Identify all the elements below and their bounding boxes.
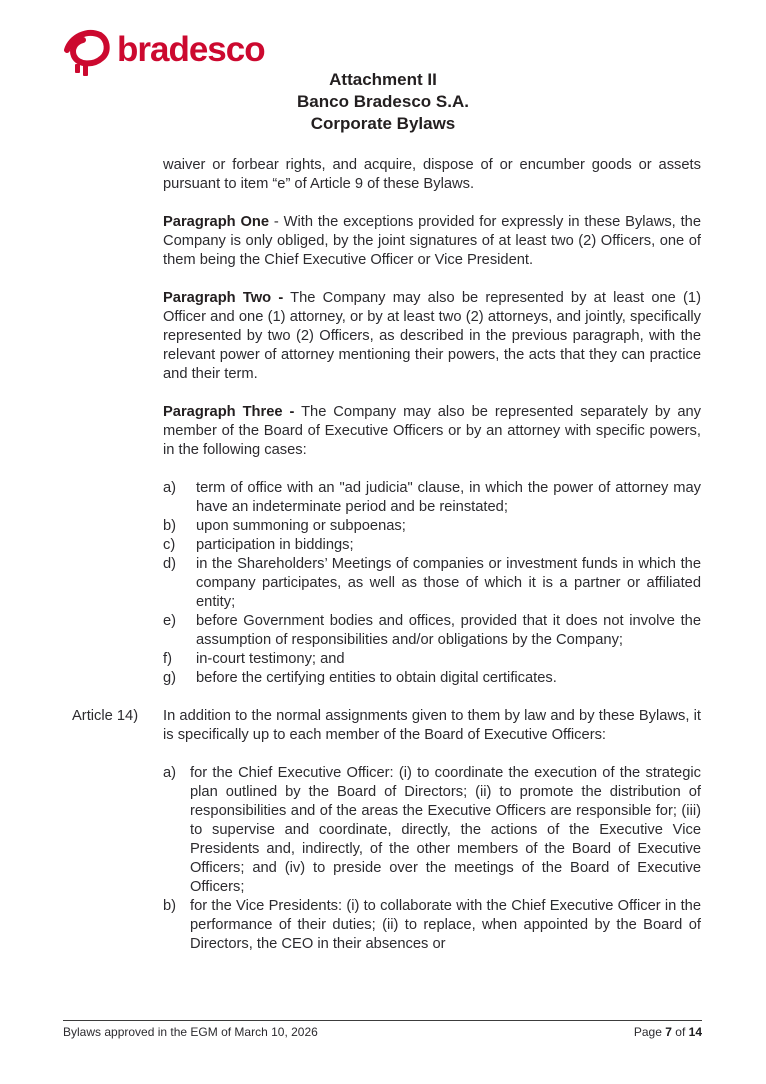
list-item-letter: a) [163, 765, 177, 781]
list-item [163, 612, 701, 650]
article-14 [72, 707, 701, 745]
list-item [163, 669, 701, 688]
list-item [163, 555, 701, 612]
article-14-label: Article 14) [72, 708, 139, 724]
list-item-text: before Government bodies and offices, provided that it does not involve the assumption of responsibilities and/or obligations by the Company; [196, 613, 701, 648]
list-item-text: term of office with an "ad judicia" clause, in which the power of attorney may have an indeterminate period and be reinstated; [196, 480, 701, 515]
article-14-text: In addition to the normal assignments given to them by law and by these Bylaws, it is specifically up to each member of the Board of Executive Officers: [163, 708, 701, 743]
list-item-text: participation in biddings; [196, 537, 354, 553]
bradesco-tree-icon [62, 27, 112, 82]
officer-duties-list [163, 764, 701, 954]
list-item-letter: d) [163, 556, 177, 572]
list-item-letter: c) [163, 537, 176, 553]
list-item-letter: b) [163, 518, 177, 534]
document-body [0, 135, 766, 954]
title-line-company: Banco Bradesco S.A. [297, 92, 469, 111]
list-item [163, 536, 701, 555]
list-item-text: in the Shareholders’ Meetings of companies or investment funds in which the company participates, as well as those of which it is a partner or affiliated entity; [196, 556, 701, 610]
list-item-letter: g) [163, 670, 177, 686]
list-item [163, 764, 701, 897]
paragraph-one [163, 213, 701, 270]
list-item-text: for the Chief Executive Officer: (i) to coordinate the execution of the strategic plan outlined by the Board of Directors; (ii) to promote the distribution of responsibilities and of the areas the Executive Officers are responsible for; (iii) to supervise and coordinate, directly, the actions of the Executive Vice Presidents and, indirectly, of the other members of the Board of Executive Officers; and (iv) to preside over the meetings of the Board of Executive Officers; [190, 765, 701, 895]
paragraph-three-text: The Company may also be represented separately by any member of the Board of Executive Officers or by an attorney with specific powers, in the following cases: [163, 404, 701, 458]
paragraph-one-text: - With the exceptions provided for expressly in these Bylaws, the Company is only obliged, by the joint signatures of at least two (2) Officers, one of them being the Chief Executive Officer or Vice President. [163, 214, 701, 268]
representation-cases-list [163, 479, 701, 688]
title-line-attachment: Attachment II [329, 70, 437, 89]
list-item-letter: e) [163, 613, 177, 629]
footer-total-pages: 14 [688, 1025, 702, 1039]
list-item-text: upon summoning or subpoenas; [196, 518, 406, 534]
list-item [163, 479, 701, 517]
intro-text: waiver or forbear rights, and acquire, dispose of or encumber goods or assets pursuant to item “e” of Article 9 of these Bylaws. [163, 157, 701, 192]
list-item-text: for the Vice Presidents: (i) to collaborate with the Chief Executive Officer in the performance of their duties; (ii) to replace, when appointed by the Board of Directors, the CEO in their absences or [190, 898, 701, 952]
list-item-letter: b) [163, 898, 177, 914]
paragraph-three-lead: Paragraph Three - [163, 404, 295, 420]
list-item-letter: a) [163, 480, 177, 496]
list-item [163, 517, 701, 536]
footer-divider [63, 1020, 702, 1021]
list-item [163, 897, 701, 954]
title-line-bylaws: Corporate Bylaws [310, 114, 456, 133]
paragraph-two-text: The Company may also be represented by at least one (1) Officer and one (1) attorney, or by at least two (2) attorneys, and jointly, specifically represented by two (2) Officers, as described in the previous paragraph, with the relevant power of attorney mentioning their powers, the acts that they can practice and their term. [163, 290, 701, 382]
paragraph-three [163, 403, 701, 460]
page-footer [63, 1020, 702, 1040]
footer-approval-note: Bylaws approved in the EGM of March 10, 2026 [63, 1025, 318, 1039]
list-item [163, 650, 701, 669]
list-item-letter: f) [163, 651, 172, 667]
bradesco-logo [62, 27, 265, 82]
paragraph-two-lead: Paragraph Two - [163, 290, 284, 306]
list-item-text: before the certifying entities to obtain digital certificates. [196, 670, 557, 686]
list-item-text: in-court testimony; and [196, 651, 345, 667]
bradesco-wordmark: bradesco [117, 30, 265, 69]
paragraph-two [163, 289, 701, 384]
footer-page-number: 7 [665, 1025, 672, 1039]
footer-page-indicator: Page 7 of 14 [633, 1025, 702, 1039]
paragraph-one-lead: Paragraph One [163, 214, 270, 230]
intro-paragraph [163, 156, 701, 194]
